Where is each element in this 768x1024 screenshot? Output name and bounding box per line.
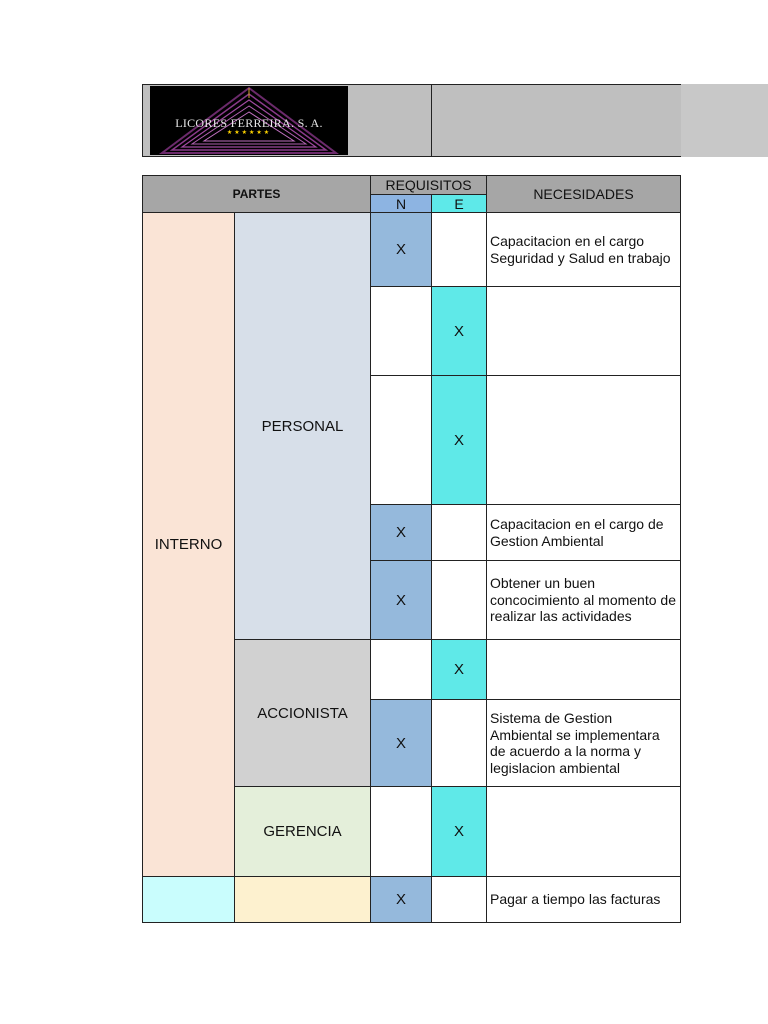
req-n-cell: X xyxy=(370,699,432,787)
req-e-cell xyxy=(431,876,487,923)
col-header-necesidades: NECESIDADES xyxy=(486,175,681,213)
necesidad-cell: Capacitacion en el cargo Seguridad y Salud en trabajo xyxy=(486,212,681,287)
subgroup-gerencia: GERENCIA xyxy=(234,786,371,877)
subgroup-proveedores xyxy=(234,876,371,923)
necesidad-cell: Obtener un buen concocimiento al momento de realizar las actividades xyxy=(486,560,681,640)
req-n-cell: X xyxy=(370,504,432,561)
req-e-cell xyxy=(431,504,487,561)
req-e-cell xyxy=(431,560,487,640)
header-title-cell xyxy=(432,84,681,157)
group-externo xyxy=(142,876,235,923)
req-n-cell: X xyxy=(370,876,432,923)
req-e-cell: X xyxy=(431,786,487,877)
necesidad-cell: Sistema de Gestion Ambiental se implementara de acuerdo a la norma y legislacion ambiental xyxy=(486,699,681,787)
necesidad-cell xyxy=(486,286,681,376)
company-logo xyxy=(150,86,348,155)
necesidad-cell xyxy=(486,786,681,877)
col-header-e: E xyxy=(431,194,487,213)
req-e-cell: X xyxy=(431,375,487,505)
necesidad-cell xyxy=(486,639,681,700)
req-e-cell: X xyxy=(431,639,487,700)
req-n-cell: X xyxy=(370,560,432,640)
group-interno: INTERNO xyxy=(142,212,235,877)
logo-stars: ★★★★★★ xyxy=(226,130,272,136)
necesidad-cell: Pagar a tiempo las facturas xyxy=(486,876,681,923)
req-e-cell xyxy=(431,699,487,787)
req-e-cell xyxy=(431,212,487,287)
req-n-cell xyxy=(370,639,432,700)
subgroup-accionista: ACCIONISTA xyxy=(234,639,371,787)
col-header-n: N xyxy=(370,194,432,213)
necesidad-cell: Capacitacion en el cargo de Gestion Ambiental xyxy=(486,504,681,561)
header-extension xyxy=(681,84,768,157)
req-e-cell: X xyxy=(431,286,487,376)
col-header-requisitos: REQUISITOS xyxy=(370,175,487,195)
logo-text: LICORES FERREIRA. S. A. xyxy=(175,116,323,130)
req-n-cell xyxy=(370,286,432,376)
subgroup-personal: PERSONAL xyxy=(234,212,371,640)
necesidad-cell xyxy=(486,375,681,505)
req-n-cell xyxy=(370,786,432,877)
req-n-cell: X xyxy=(370,212,432,287)
req-n-cell xyxy=(370,375,432,505)
col-header-partes: PARTES xyxy=(142,175,371,213)
